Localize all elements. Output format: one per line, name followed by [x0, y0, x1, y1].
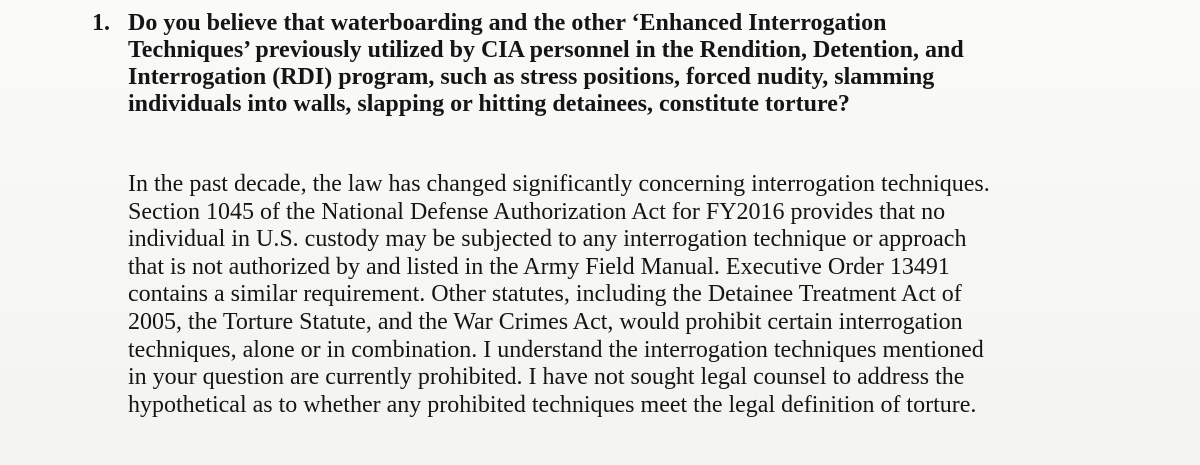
answer-line: that is not authorized by and listed in the Army Field Manual. Executive Order 13491 — [128, 253, 950, 280]
answer-paragraph — [128, 171, 1188, 419]
question-number: 1. — [92, 10, 110, 36]
answer-line: In the past decade, the law has changed significantly concerning interrogation techniques. — [128, 171, 990, 197]
answer-line: in your question are currently prohibited. I have not sought legal counsel to address the — [128, 364, 965, 391]
answer-line: Section 1045 of the National Defense Authorization Act for FY2016 provides that no — [128, 198, 946, 225]
question-text — [128, 10, 1172, 118]
answer-line: individual in U.S. custody may be subjected to any interrogation technique or approach — [128, 226, 967, 253]
question-line: Techniques’ previously utilized by CIA personnel in the Rendition, Detention, and — [128, 37, 964, 63]
answer-line: techniques, alone or in combination. I understand the interrogation techniques mentioned — [128, 336, 984, 363]
question-line: individuals into walls, slapping or hitting detainees, constitute torture? — [128, 91, 850, 117]
answer-line: 2005, the Torture Statute, and the War Crimes Act, would prohibit certain interrogation — [128, 308, 963, 335]
question-line: Interrogation (RDI) program, such as stress positions, forced nudity, slamming — [128, 64, 935, 90]
answer-line: hypothetical as to whether any prohibited techniques meet the legal definition of torture. — [128, 391, 977, 418]
answer-line: contains a similar requirement. Other statutes, including the Detainee Treatment Act of — [128, 281, 962, 308]
question-line: Do you believe that waterboarding and the other ‘Enhanced Interrogation — [128, 10, 887, 36]
